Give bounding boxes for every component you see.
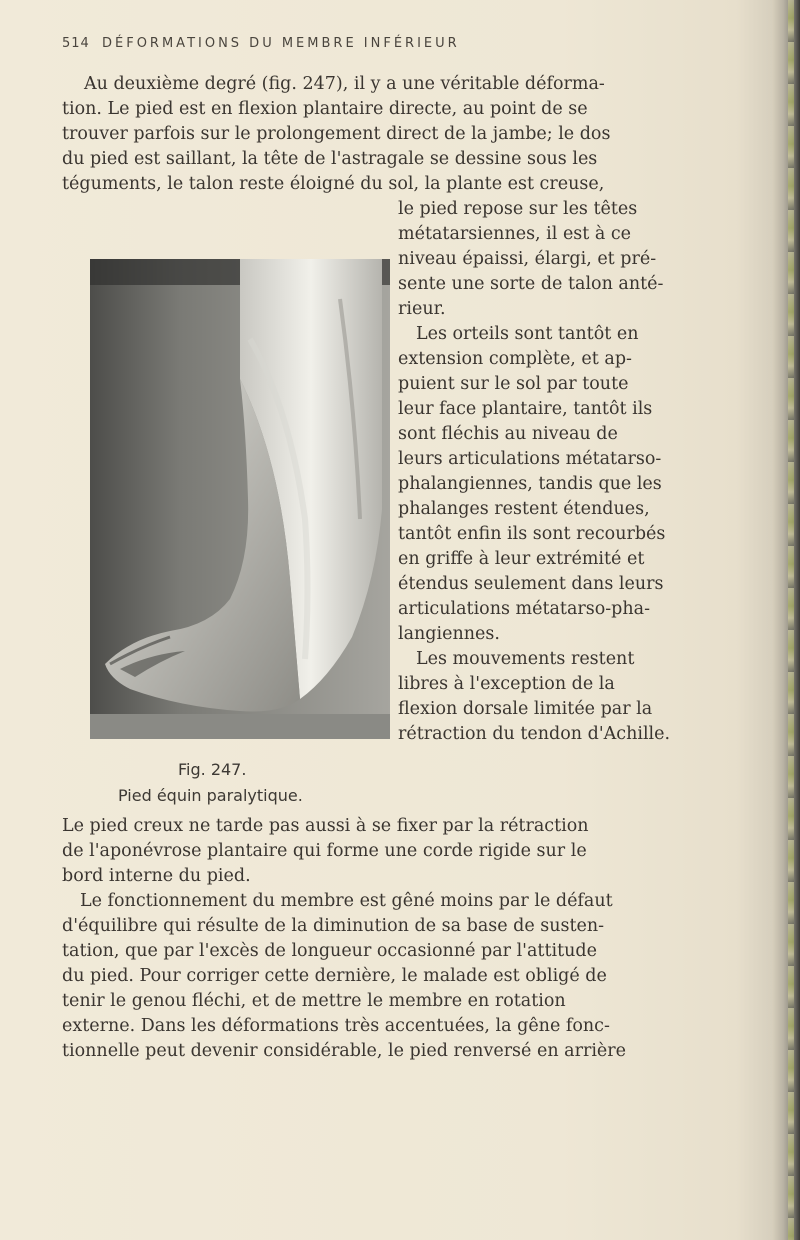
body-line: Le fonctionnement du membre est gêné moins par le défaut (80, 891, 613, 911)
body-line: téguments, le talon reste éloigné du sol, la plante est creuse, (62, 174, 605, 194)
figure-label: Fig. 247. (178, 760, 247, 779)
body-line: tantôt enfin ils sont recourbés (398, 524, 666, 544)
body-line: du pied est saillant, la tête de l'astragale se dessine sous les (62, 149, 598, 169)
body-line: libres à l'exception de la (398, 674, 615, 694)
body-line: étendus seulement dans leurs (398, 574, 664, 594)
body-line: sont fléchis au niveau de (398, 424, 618, 444)
body-line: Le pied creux ne tarde pas aussi à se fixer par la rétraction (62, 816, 589, 836)
body-line: de l'aponévrose plantaire qui forme une corde rigide sur le (62, 841, 587, 861)
body-line: du pied. Pour corriger cette dernière, le malade est obligé de (62, 966, 607, 986)
body-line: sente une sorte de talon anté- (398, 274, 664, 294)
body-line: flexion dorsale limitée par la (398, 699, 653, 719)
body-line: puient sur le sol par toute (398, 374, 629, 394)
body-line: tion. Le pied est en flexion plantaire directe, au point de se (62, 99, 588, 119)
body-line: extension complète, et ap- (398, 349, 632, 369)
body-line: leurs articulations métatarso- (398, 449, 662, 469)
body-line: langiennes. (398, 624, 500, 644)
body-line: phalanges restent étendues, (398, 499, 650, 519)
body-line: bord interne du pied. (62, 866, 251, 886)
body-line: Au deuxième degré (fig. 247), il y a une véritable déforma- (84, 74, 605, 94)
body-line: trouver parfois sur le prolongement direct de la jambe; le dos (62, 124, 611, 144)
body-line: niveau épaissi, élargi, et pré- (398, 249, 657, 269)
body-line: d'équilibre qui résulte de la diminution de sa base de susten- (62, 916, 605, 936)
body-line: métatarsiennes, il est à ce (398, 224, 632, 244)
body-line: tenir le genou fléchi, et de mettre le membre en rotation (62, 991, 566, 1011)
body-line: le pied repose sur les têtes (398, 199, 638, 219)
page-number: 514 (62, 36, 90, 51)
running-title: DÉFORMATIONS DU MEMBRE INFÉRIEUR (102, 36, 460, 51)
body-line: externe. Dans les déformations très accentuées, la gêne fonc- (62, 1016, 610, 1036)
body-line: phalangiennes, tandis que les (398, 474, 662, 494)
body-line: rieur. (398, 299, 446, 319)
book-binding-edge (772, 0, 800, 1240)
body-line: articulations métatarso-pha- (398, 599, 651, 619)
body-line: leur face plantaire, tantôt ils (398, 399, 653, 419)
body-line: en griffe à leur extrémité et (398, 549, 645, 569)
body-line: Les mouvements restent (416, 649, 635, 669)
body-line: Les orteils sont tantôt en (416, 324, 639, 344)
body-line: tation, que par l'excès de longueur occasionné par l'attitude (62, 941, 597, 961)
body-line: rétraction du tendon d'Achille. (398, 724, 671, 744)
foot-photo-illustration (90, 259, 390, 739)
figure-photograph (90, 259, 390, 739)
figure-caption: Pied équin paralytique. (118, 786, 303, 805)
body-line: tionnelle peut devenir considérable, le pied renversé en arrière (62, 1041, 626, 1061)
